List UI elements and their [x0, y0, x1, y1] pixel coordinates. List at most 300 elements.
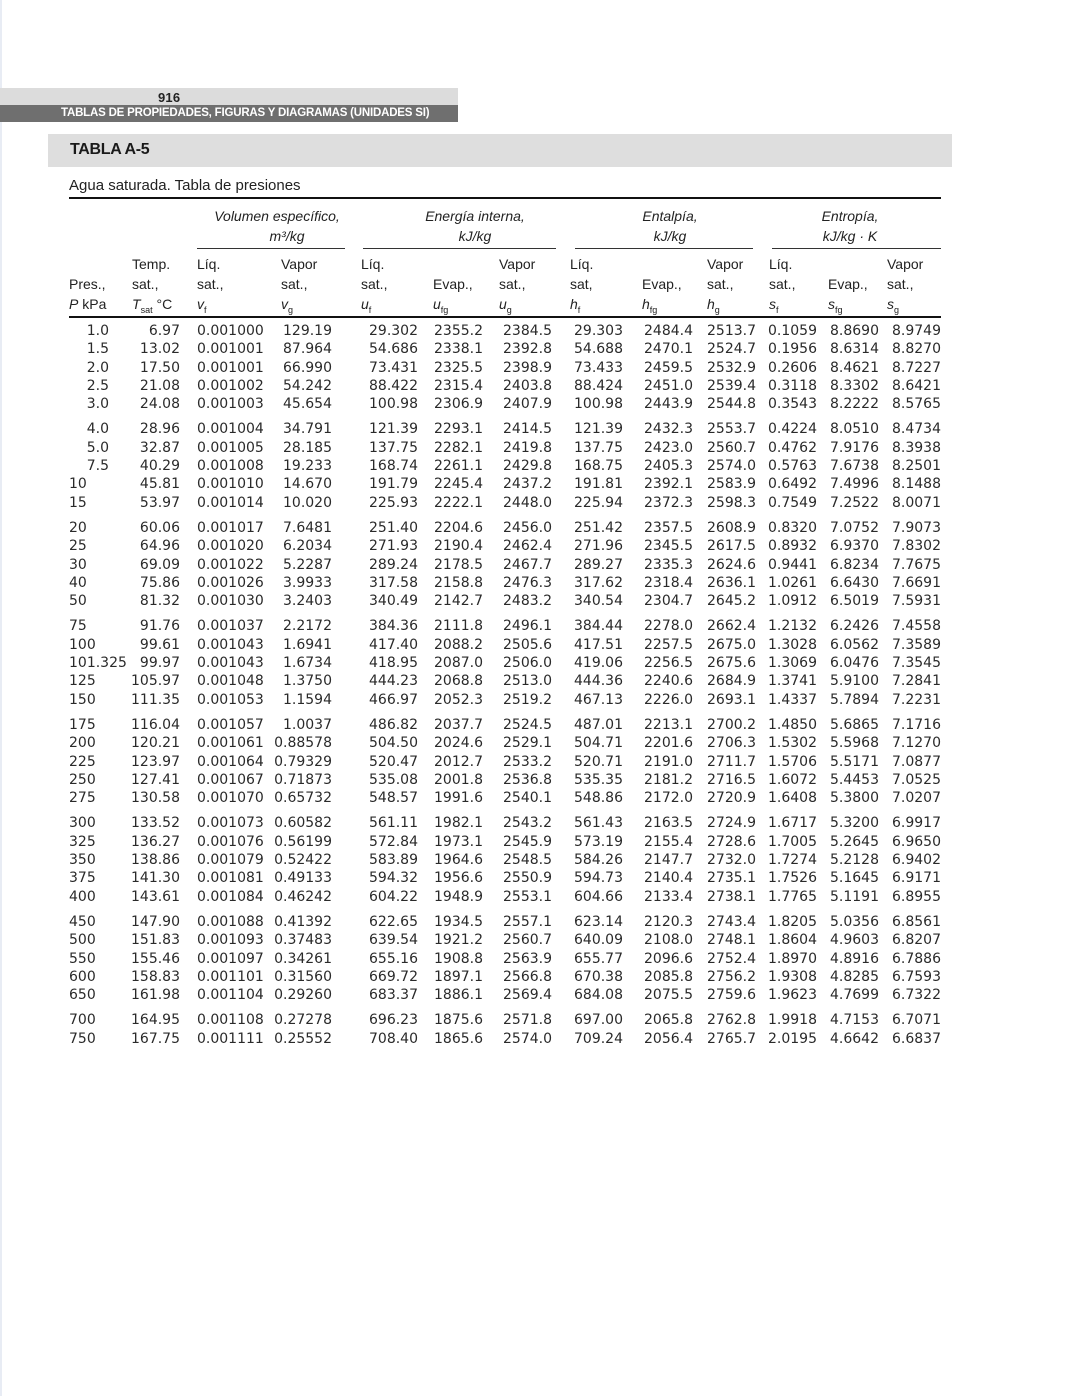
table-cell: 0.001020 [197, 538, 264, 555]
table-cell: 2437.2 [503, 476, 552, 493]
table-cell: 2355.2 [434, 323, 483, 339]
table-cell: 708.40 [369, 1030, 418, 1047]
table-cell: 1921.2 [434, 932, 483, 949]
table-cell: 10 [69, 476, 87, 493]
table-cell: 1973.1 [434, 833, 483, 850]
table-cell: 0.001017 [197, 519, 264, 536]
table-cell: 6.97 [148, 323, 180, 339]
group-rule [363, 248, 556, 249]
table-cell: 2120.3 [644, 913, 693, 930]
col-header-line1 [433, 254, 473, 274]
table-cell: 6.7322 [892, 987, 941, 1004]
table-cell: 8.2222 [830, 396, 879, 413]
table-cell: 8.0071 [892, 494, 941, 511]
table-cell: 655.16 [369, 950, 418, 967]
table-cell: 340.54 [574, 593, 623, 610]
table-cell: 0.88578 [274, 735, 332, 752]
col-header-line2: sat., [499, 276, 526, 292]
table-cell: 130.58 [131, 790, 180, 807]
group-header-entropy [780, 206, 920, 246]
table-cell: 6.7886 [892, 950, 941, 967]
table-cell: 467.13 [574, 691, 623, 708]
table-cell: 4.6642 [830, 1030, 879, 1047]
table-cell: 7.9073 [892, 519, 941, 536]
table-cell: 275 [69, 790, 96, 807]
table-cell: 175 [69, 716, 96, 733]
table-cell: 155.46 [131, 950, 180, 967]
table-cell: 418.95 [369, 655, 418, 672]
table-cell: 7.6738 [830, 458, 879, 475]
col-header-line2: sat., [132, 276, 159, 292]
table-cell: 2318.4 [644, 574, 693, 591]
table-cell: 2711.7 [707, 753, 756, 770]
table-cell: 583.89 [369, 852, 418, 869]
table-cell: 13.02 [139, 341, 180, 358]
table-cell: 1.6717 [768, 815, 817, 832]
symbol: h [642, 296, 650, 312]
table-cell: 2560.7 [503, 932, 552, 949]
table-cell: 300 [69, 815, 96, 832]
table-cell: 151.83 [131, 932, 180, 949]
table-cell: 535.08 [369, 771, 418, 788]
table-cell: 2213.1 [644, 716, 693, 733]
table-cell: 2282.1 [434, 439, 483, 456]
table-cell: 127.41 [131, 771, 180, 788]
table-cell: 45.654 [283, 396, 332, 413]
col-header-line2: Pres., [69, 276, 106, 292]
table-cell: 2414.5 [503, 421, 552, 438]
table-cell: 8.0510 [830, 421, 879, 438]
col-header-ufg [433, 254, 473, 320]
group-title: Volumen específico, [214, 208, 340, 224]
table-cell: 670.38 [574, 968, 623, 985]
table-cell: 120.21 [131, 735, 180, 752]
table-cell: 350 [69, 852, 96, 869]
row-group [0, 913, 1080, 1004]
table-cell: 1.7005 [768, 833, 817, 850]
col-header-line1: Temp. [132, 256, 171, 272]
table-cell: 0.001001 [197, 341, 264, 358]
table-cell: 548.57 [369, 790, 418, 807]
table-caption: Agua saturada. Tabla de presiones [69, 177, 301, 194]
table-cell: 87.964 [283, 341, 332, 358]
page-number: 916 [0, 88, 458, 105]
table-cell: 7.0752 [830, 519, 879, 536]
table-cell: 1.2132 [768, 618, 817, 635]
table-cell: 2574.0 [503, 1030, 552, 1047]
table-cell: 2759.6 [707, 987, 756, 1004]
table-cell: 0.60582 [274, 815, 332, 832]
table-cell: 1.6072 [768, 771, 817, 788]
table-cell: 2448.0 [503, 494, 552, 511]
table-cell: 340.49 [369, 593, 418, 610]
table-cell: 5.1191 [830, 888, 879, 905]
table-cell: 100.98 [574, 396, 623, 413]
table-cell: 2583.9 [707, 476, 756, 493]
table-cell: 147.90 [131, 913, 180, 930]
table-cell: 2728.6 [707, 833, 756, 850]
table-cell: 54.688 [574, 341, 623, 358]
table-cell: 0.001014 [197, 494, 264, 511]
col-header-line2: Evap., [828, 276, 868, 292]
col-header-uf [361, 254, 387, 320]
table-cell: 167.75 [131, 1030, 180, 1047]
symbol: h [707, 296, 715, 312]
table-row [0, 672, 1080, 690]
table-cell: 2636.1 [707, 574, 756, 591]
table-cell: 105.97 [131, 673, 180, 690]
table-cell: 0.001008 [197, 458, 264, 475]
table-row [0, 340, 1080, 358]
table-cell: 191.79 [369, 476, 418, 493]
table-cell: 2142.7 [434, 593, 483, 610]
table-cell: 1.0037 [283, 716, 332, 733]
table-cell: 2529.1 [503, 735, 552, 752]
table-cell: 8.6314 [830, 341, 879, 358]
col-header-line1: Vapor [707, 256, 744, 272]
table-cell: 2147.7 [644, 852, 693, 869]
col-header-sf [769, 254, 795, 320]
table-row [0, 439, 1080, 457]
table-cell: 2539.4 [707, 377, 756, 394]
table-cell: 604.22 [369, 888, 418, 905]
table-cell: 66.990 [283, 359, 332, 376]
table-cell: 6.2034 [283, 538, 332, 555]
table-cell: 750 [69, 1030, 96, 1047]
col-header-symbol [69, 294, 106, 314]
group-title: Entalpía, [642, 208, 698, 224]
table-cell: 2505.6 [503, 636, 552, 653]
table-cell: 0.001022 [197, 556, 264, 573]
col-header-vf [197, 254, 223, 320]
group-unit: m³/kg [269, 228, 305, 244]
table-cell: 6.7071 [892, 1012, 941, 1029]
table-cell: 450 [69, 913, 96, 930]
table-cell: 561.11 [369, 815, 418, 832]
col-header-temperature [132, 254, 172, 320]
table-cell: 5.9100 [830, 673, 879, 690]
table-cell: 2278.0 [644, 618, 693, 635]
table-cell: 251.42 [574, 519, 623, 536]
table-cell: 88.424 [574, 377, 623, 394]
table-cell: 2.0 [86, 359, 109, 376]
table-row [0, 950, 1080, 968]
table-cell: 1.3069 [768, 655, 817, 672]
table-cell: 4.8285 [830, 968, 879, 985]
table-cell: 683.37 [369, 987, 418, 1004]
table-cell: 2325.5 [434, 359, 483, 376]
table-cell: 88.422 [369, 377, 418, 394]
table-cell: 5.2287 [283, 556, 332, 573]
table-cell: 0.4762 [768, 439, 817, 456]
table-cell: 289.27 [574, 556, 623, 573]
table-cell: 2553.1 [503, 888, 552, 905]
table-cell: 2544.8 [707, 396, 756, 413]
table-cell: 2617.5 [707, 538, 756, 555]
table-cell: 6.2426 [830, 618, 879, 635]
table-cell: 2181.2 [644, 771, 693, 788]
table-row [0, 519, 1080, 537]
table-cell: 5.4453 [830, 771, 879, 788]
table-cell: 1.8604 [768, 932, 817, 949]
table-cell: 604.66 [574, 888, 623, 905]
table-cell: 2261.1 [434, 458, 483, 475]
table-cell: 7.0207 [892, 790, 941, 807]
symbol: h [570, 296, 578, 312]
group-title: Entropía, [821, 208, 879, 224]
col-header-line2: sat., [197, 276, 224, 292]
table-cell: 1.0261 [768, 574, 817, 591]
table-cell: 2191.0 [644, 753, 693, 770]
table-cell: 5.3800 [830, 790, 879, 807]
table-cell: 4.9603 [830, 932, 879, 949]
table-cell: 419.06 [574, 655, 623, 672]
table-row [0, 734, 1080, 752]
table-row [0, 753, 1080, 771]
table-cell: 0.56199 [274, 833, 332, 850]
table-cell: 2608.9 [707, 519, 756, 536]
col-header-line1: Líq. [197, 256, 221, 272]
table-cell: 2256.5 [644, 655, 693, 672]
table-cell: 0.3543 [768, 396, 817, 413]
table-cell: 2700.2 [707, 716, 756, 733]
table-cell: 225.94 [574, 494, 623, 511]
subscript: sat [140, 304, 153, 315]
table-cell: 91.76 [139, 618, 180, 635]
table-cell: 2484.4 [644, 323, 693, 339]
table-cell: 1991.6 [434, 790, 483, 807]
table-cell: 384.36 [369, 618, 418, 635]
table-cell: 2513.0 [503, 673, 552, 690]
col-header-line1 [69, 254, 106, 274]
table-row [0, 654, 1080, 672]
table-cell: 5.2645 [830, 833, 879, 850]
table-row [0, 457, 1080, 475]
table-cell: 1886.1 [434, 987, 483, 1004]
table-cell: 504.50 [369, 735, 418, 752]
table-cell: 2545.9 [503, 833, 552, 850]
table-cell: 2738.1 [707, 888, 756, 905]
table-cell: 2403.8 [503, 377, 552, 394]
table-cell: 1.9623 [768, 987, 817, 1004]
group-unit: kJ/kg [458, 228, 492, 244]
table-cell: 2566.8 [503, 968, 552, 985]
table-cell: 594.32 [369, 870, 418, 887]
table-cell: 64.96 [139, 538, 180, 555]
table-cell: 168.75 [574, 458, 623, 475]
col-header-line2: sat., [707, 276, 734, 292]
col-header-line1: Líq. [361, 256, 385, 272]
table-cell: 251.40 [369, 519, 418, 536]
table-cell: 0.001101 [197, 968, 264, 985]
table-cell: 191.81 [574, 476, 623, 493]
table-row [0, 986, 1080, 1004]
table-cell: 125 [69, 673, 96, 690]
table-cell: 75 [69, 618, 87, 635]
table-cell: 6.7593 [892, 968, 941, 985]
table-cell: 2716.5 [707, 771, 756, 788]
table-cell: 1964.6 [434, 852, 483, 869]
group-unit: kJ/kg [653, 228, 687, 244]
table-cell: 2085.8 [644, 968, 693, 985]
table-cell: 1865.6 [434, 1030, 483, 1047]
table-cell: 6.9917 [892, 815, 941, 832]
table-cell: 0.001076 [197, 833, 264, 850]
col-header-line1 [642, 254, 682, 274]
table-cell: 50 [69, 593, 87, 610]
table-cell: 2748.1 [707, 932, 756, 949]
table-cell: 520.47 [369, 753, 418, 770]
table-cell: 2222.1 [434, 494, 483, 511]
table-cell: 697.00 [574, 1012, 623, 1029]
table-cell: 684.08 [574, 987, 623, 1004]
table-cell: 1948.9 [434, 888, 483, 905]
table-cell: 0.001097 [197, 950, 264, 967]
table-cell: 2392.1 [644, 476, 693, 493]
table-cell: 2163.5 [644, 815, 693, 832]
table-cell: 1.5706 [768, 753, 817, 770]
subscript: fg [440, 304, 449, 315]
table-cell: 7.5931 [892, 593, 941, 610]
table-cell: 317.58 [369, 574, 418, 591]
table-cell: 2571.8 [503, 1012, 552, 1029]
table-cell: 7.5 [86, 458, 109, 475]
subscript: g [506, 304, 512, 315]
table-cell: 0.3118 [768, 377, 817, 394]
table-cell: 101.325 [69, 655, 127, 672]
table-cell: 2001.8 [434, 771, 483, 788]
table-cell: 2724.9 [707, 815, 756, 832]
table-cell: 0.52422 [274, 852, 332, 869]
col-header-line2: Evap., [642, 276, 682, 292]
table-cell: 2536.8 [503, 771, 552, 788]
table-row [0, 636, 1080, 654]
table-cell: 486.82 [369, 716, 418, 733]
table-cell: 2335.3 [644, 556, 693, 573]
table-cell: 0.001057 [197, 716, 264, 733]
table-cell: 8.3938 [892, 439, 941, 456]
table-cell: 73.433 [574, 359, 623, 376]
table-cell: 2111.8 [434, 618, 483, 635]
table-cell: 2513.7 [707, 323, 756, 339]
table-cell: 1.7765 [768, 888, 817, 905]
table-row [0, 691, 1080, 709]
table-cell: 0.001003 [197, 396, 264, 413]
table-cell: 14.670 [283, 476, 332, 493]
table-cell: 2645.2 [707, 593, 756, 610]
table-cell: 136.27 [131, 833, 180, 850]
table-cell: 0.27278 [274, 1012, 332, 1029]
table-cell: 6.9650 [892, 833, 941, 850]
table-cell: 0.65732 [274, 790, 332, 807]
table-cell: 2720.9 [707, 790, 756, 807]
table-cell: 0.001079 [197, 852, 264, 869]
subscript: fg [835, 304, 843, 315]
table-row [0, 771, 1080, 789]
table-cell: 2732.0 [707, 852, 756, 869]
table-cell: 2519.2 [503, 691, 552, 708]
table-cell: 1.5302 [768, 735, 817, 752]
unit: kPa [78, 296, 107, 312]
table-cell: 548.86 [574, 790, 623, 807]
table-cell: 28.185 [283, 439, 332, 456]
table-cell: 0.001043 [197, 655, 264, 672]
col-header-line1: Líq. [769, 256, 793, 272]
table-cell: 2012.7 [434, 753, 483, 770]
col-header-hg [707, 254, 743, 320]
table-cell: 0.001093 [197, 932, 264, 949]
table-cell: 2765.7 [707, 1030, 756, 1047]
table-cell: 2752.4 [707, 950, 756, 967]
table-cell: 2.0195 [768, 1030, 817, 1047]
group-unit: kJ/kg · K [822, 228, 878, 244]
table-cell: 111.35 [131, 691, 180, 708]
table-cell: 250 [69, 771, 96, 788]
table-row [0, 931, 1080, 949]
col-header-hfg [642, 254, 682, 320]
table-row [0, 851, 1080, 869]
table-cell: 696.23 [369, 1012, 418, 1029]
col-header-hf [570, 254, 593, 320]
table-cell: 2293.1 [434, 421, 483, 438]
table-row [0, 359, 1080, 377]
table-cell: 138.86 [131, 852, 180, 869]
table-cell: 5.0 [86, 439, 109, 456]
table-cell: 6.0562 [830, 636, 879, 653]
table-cell: 623.14 [574, 913, 623, 930]
table-cell: 8.3302 [830, 377, 879, 394]
table-cell: 572.84 [369, 833, 418, 850]
table-cell: 7.4558 [892, 618, 941, 635]
table-cell: 1.8205 [768, 913, 817, 930]
row-group [0, 322, 1080, 413]
col-header-line1: Vapor [887, 256, 924, 272]
table-row [0, 322, 1080, 340]
table-cell: 40.29 [139, 458, 180, 475]
table-row [0, 1011, 1080, 1029]
table-cell: 6.6837 [892, 1030, 941, 1047]
table-cell: 5.6865 [830, 716, 879, 733]
table-cell: 30 [69, 556, 87, 573]
col-header-ug [499, 254, 535, 320]
col-header-sfg [828, 254, 868, 320]
table-cell: 1.5 [86, 341, 109, 358]
table-cell: 3.9933 [283, 574, 332, 591]
table-cell: 520.71 [574, 753, 623, 770]
table-cell: 8.2501 [892, 458, 941, 475]
table-cell: 7.8302 [892, 538, 941, 555]
table-cell: 150 [69, 691, 96, 708]
table-cell: 8.1488 [892, 476, 941, 493]
table-top-rule [69, 197, 941, 199]
table-row [0, 420, 1080, 438]
table-cell: 561.43 [574, 815, 623, 832]
table-cell: 7.3589 [892, 636, 941, 653]
table-cell: 137.75 [369, 439, 418, 456]
table-cell: 2068.8 [434, 673, 483, 690]
table-cell: 1.6408 [768, 790, 817, 807]
subscript: f [204, 304, 207, 315]
table-cell: 0.001026 [197, 574, 264, 591]
col-header-line2: sat., [769, 276, 796, 292]
table-cell: 500 [69, 932, 96, 949]
table-cell: 2096.6 [644, 950, 693, 967]
table-cell: 2451.0 [644, 377, 693, 394]
col-header-line1 [828, 254, 868, 274]
table-cell: 0.49133 [274, 870, 332, 887]
col-header-line2: sat., [281, 276, 308, 292]
table-cell: 6.6430 [830, 574, 879, 591]
